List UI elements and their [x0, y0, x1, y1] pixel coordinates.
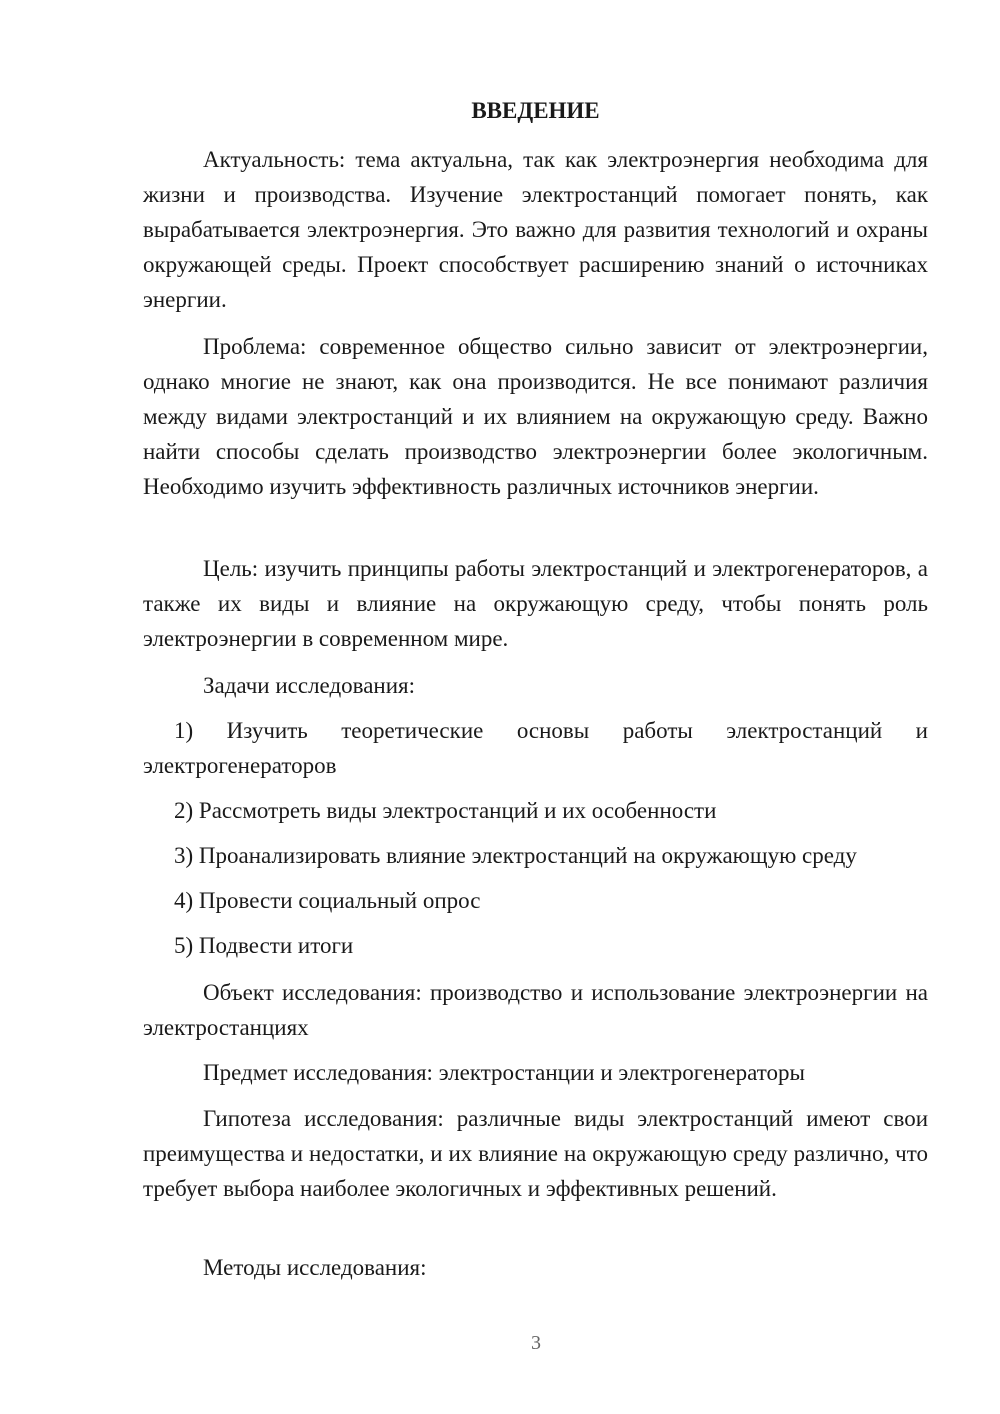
task-item-5: 5) Подвести итоги	[174, 933, 354, 958]
hypothesis-paragraph: Гипотеза исследования: различные виды электростанций имеют свои преимущества и недостатки, и их влияние на окружающую среду различно, что требует выбора наиболее экологичных и эффективных решений.	[143, 1106, 928, 1201]
page-number: 3	[531, 1332, 541, 1354]
tasks-heading: Задачи исследования:	[203, 673, 416, 698]
task-item-4: 4) Провести социальный опрос	[174, 888, 481, 913]
goal-paragraph: Цель: изучить принципы работы электростанций и электрогенераторов, а также их виды и влияние на окружающую среду, чтобы понять роль электроэнергии в современном мире.	[143, 556, 928, 651]
subject-paragraph: Предмет исследования: электростанции и электрогенераторы	[203, 1060, 805, 1085]
relevance-paragraph: Актуальность: тема актуальна, так как электроэнергия необходима для жизни и производства. Изучение электростанций помогает понять, как вырабатывается электроэнергия. Это важно для развития технологий и охраны окружающей среды. Проект способствует расширению знаний о источниках энергии.	[143, 147, 928, 312]
task-item-3: 3) Проанализировать влияние электростанций на окружающую среду	[174, 843, 857, 868]
object-paragraph: Объект исследования: производство и использование электроэнергии на электростанциях	[143, 980, 928, 1040]
task-item-2: 2) Рассмотреть виды электростанций и их особенности	[174, 798, 717, 823]
methods-heading: Методы исследования:	[203, 1255, 427, 1280]
task-item-1: 1) Изучить теоретические основы работы электростанций и электрогенераторов	[143, 718, 928, 778]
problem-paragraph: Проблема: современное общество сильно зависит от электроэнергии, однако многие не знают, как она производится. Не все понимают различия между видами электростанций и их влиянием на окружающую среду. Важно найти способы сделать производство электроэнергии более экологичным. Необходимо изучить эффективность различных источников энергии.	[143, 334, 928, 499]
section-title: ВВЕДЕНИЕ	[471, 98, 600, 123]
